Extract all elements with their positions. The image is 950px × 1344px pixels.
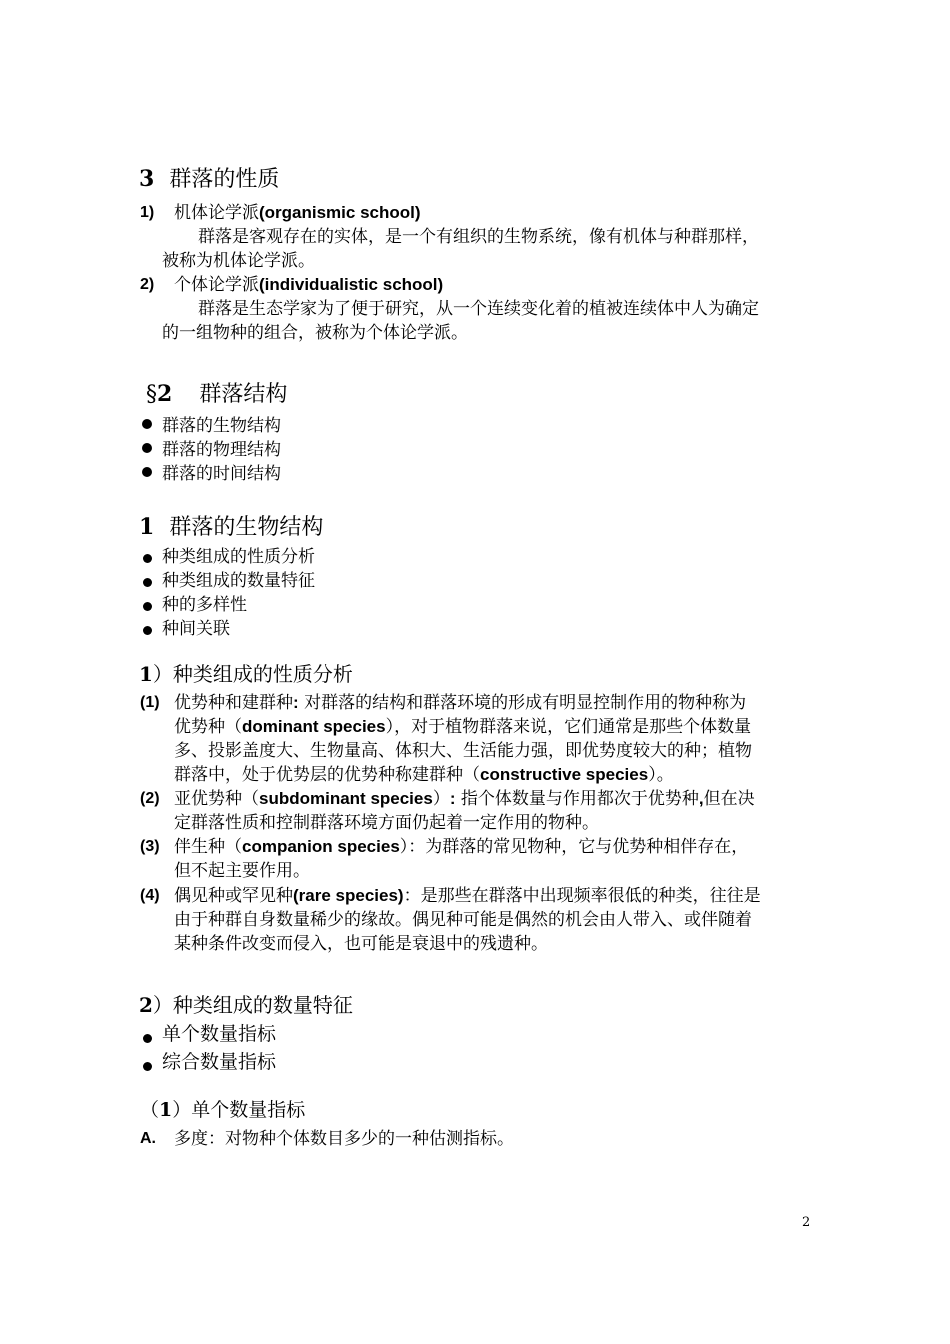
list-item: 群落的生物结构 [162,416,281,436]
section-number: 1 [139,514,155,540]
text: 伴生种（ [174,837,242,857]
organismic-school-heading [174,201,421,225]
subsection-number: 2 [139,993,153,1017]
paragraph-line [174,835,748,859]
term-en: (rare species) [293,886,404,905]
subsection-number: 1 [159,1099,173,1121]
list-item: 种的多样性 [162,595,247,615]
subsection-3-title [140,1096,305,1124]
text: ：是那些在群落中出现频率很低的种类，往往是 [403,886,761,906]
paragraph-line: 被称为机体论学派。 [162,251,315,271]
section-number: 3 [139,166,155,192]
item-number: 1) [140,204,155,221]
term: 优势种和建群种 [174,693,293,713]
paragraph-line [174,691,746,715]
bullet-icon [142,419,152,429]
list-item: 种类组成的性质分析 [162,547,315,567]
text: 群落中，处于优势层的优势种称建群种（ [174,765,480,785]
term-en: constructive species [480,765,649,784]
list-item: 群落的物理结构 [162,440,281,460]
comma: , [698,789,704,808]
chapter-2-title [146,380,287,409]
item-number: (4) [140,887,160,904]
text: 优势种（ [174,717,242,737]
paragraph-line: 但不起主要作用。 [174,861,310,881]
heading-en: (individualistic school) [259,275,444,294]
text: ），对于植物群落来说，它们通常是那些个体数量 [385,717,752,737]
item-number: (1) [140,694,160,711]
section-title-text: 群落结构 [199,382,288,407]
subsection-2-title [139,991,353,1019]
paragraph-line: 的一组物种的组合，被称为个体论学派。 [162,323,468,343]
list-item: 单个数量指标 [162,1023,277,1045]
subsection-title-text: ）种类组成的数量特征 [152,993,353,1017]
text: 偶见种或罕见种 [174,886,293,906]
colon: : [449,789,456,808]
section-title-text: 群落的生物结构 [169,515,324,540]
paragraph-line: 定群落性质和控制群落环境方面仍起着一定作用的物种。 [174,813,599,833]
term-en: companion species [242,837,400,856]
paragraph-line: 群落是生态学家为了便于研究，从一个连续变化着的植被连续体中人为确定 [198,299,759,319]
text: ）：为群落的常见物种，它与优势种相伴存在， [399,837,749,857]
text: ）。 [648,765,674,785]
list-item: 综合数量指标 [162,1051,277,1073]
subsection-title-text: ）单个数量指标 [172,1099,306,1121]
bullet-icon [143,1034,152,1043]
subsection-number: 1 [139,662,153,686]
bullet-icon [143,626,152,635]
section-title-text: 群落的性质 [169,167,280,192]
paragraph-line [174,715,751,739]
heading-zh: 机体论学派 [174,203,259,223]
paragraph-line: 某种条件改变而侵入，也可能是衰退中的残遗种。 [174,934,548,954]
section-3-title [139,165,279,194]
list-item: 种类组成的数量特征 [162,571,315,591]
bullet-icon [143,602,152,611]
term-en: dominant species [242,717,386,736]
paragraph-line [174,884,761,908]
bullet-icon [143,554,152,563]
list-item: 种间关联 [162,619,230,639]
bullet-icon [142,443,152,453]
individualistic-school-heading [174,273,443,297]
bullet-icon [142,467,152,477]
item-number: (3) [140,838,160,855]
text: ） [432,789,450,809]
paragraph-line [174,763,674,787]
paragraph-line: 群落是客观存在的实体，是一个有组织的生物系统，像有机体与种群那样， [198,227,759,247]
term-en: subdominant species [259,789,433,808]
item-number: 2) [140,276,155,293]
paragraph-line [174,787,755,811]
item-number: A. [140,1130,156,1147]
page-number: 2 [802,1215,811,1230]
bullet-icon [143,1062,152,1071]
heading-en: (organismic school) [259,203,421,222]
subsection-title-text: ）种类组成的性质分析 [152,662,353,686]
section-symbol: § [146,382,157,407]
text: 指个体数量与作用都次于优势种 [455,789,699,809]
section-1-title [139,513,323,542]
paragraph-line: 多度：对物种个体数目多少的一种估测指标。 [174,1129,514,1149]
text: 亚优势种（ [174,789,259,809]
subsection-1-title [139,660,353,688]
heading-zh: 个体论学派 [174,275,259,295]
text: 对群落的结构和群落环境的形成有明显控制作用的物种称为 [298,693,747,713]
text: 但在决 [703,789,755,809]
section-number: 2 [157,381,173,407]
paragraph-line: 由于种群自身数量稀少的缘故。偶见种可能是偶然的机会由人带入、或伴随着 [174,910,752,930]
item-number: (2) [140,790,160,807]
colon: : [293,693,299,712]
paren: （ [140,1099,160,1121]
list-item: 群落的时间结构 [162,464,281,484]
paragraph-line: 多、投影盖度大、生物量高、体积大、生活能力强，即优势度较大的种；植物 [174,741,752,761]
bullet-icon [143,578,152,587]
